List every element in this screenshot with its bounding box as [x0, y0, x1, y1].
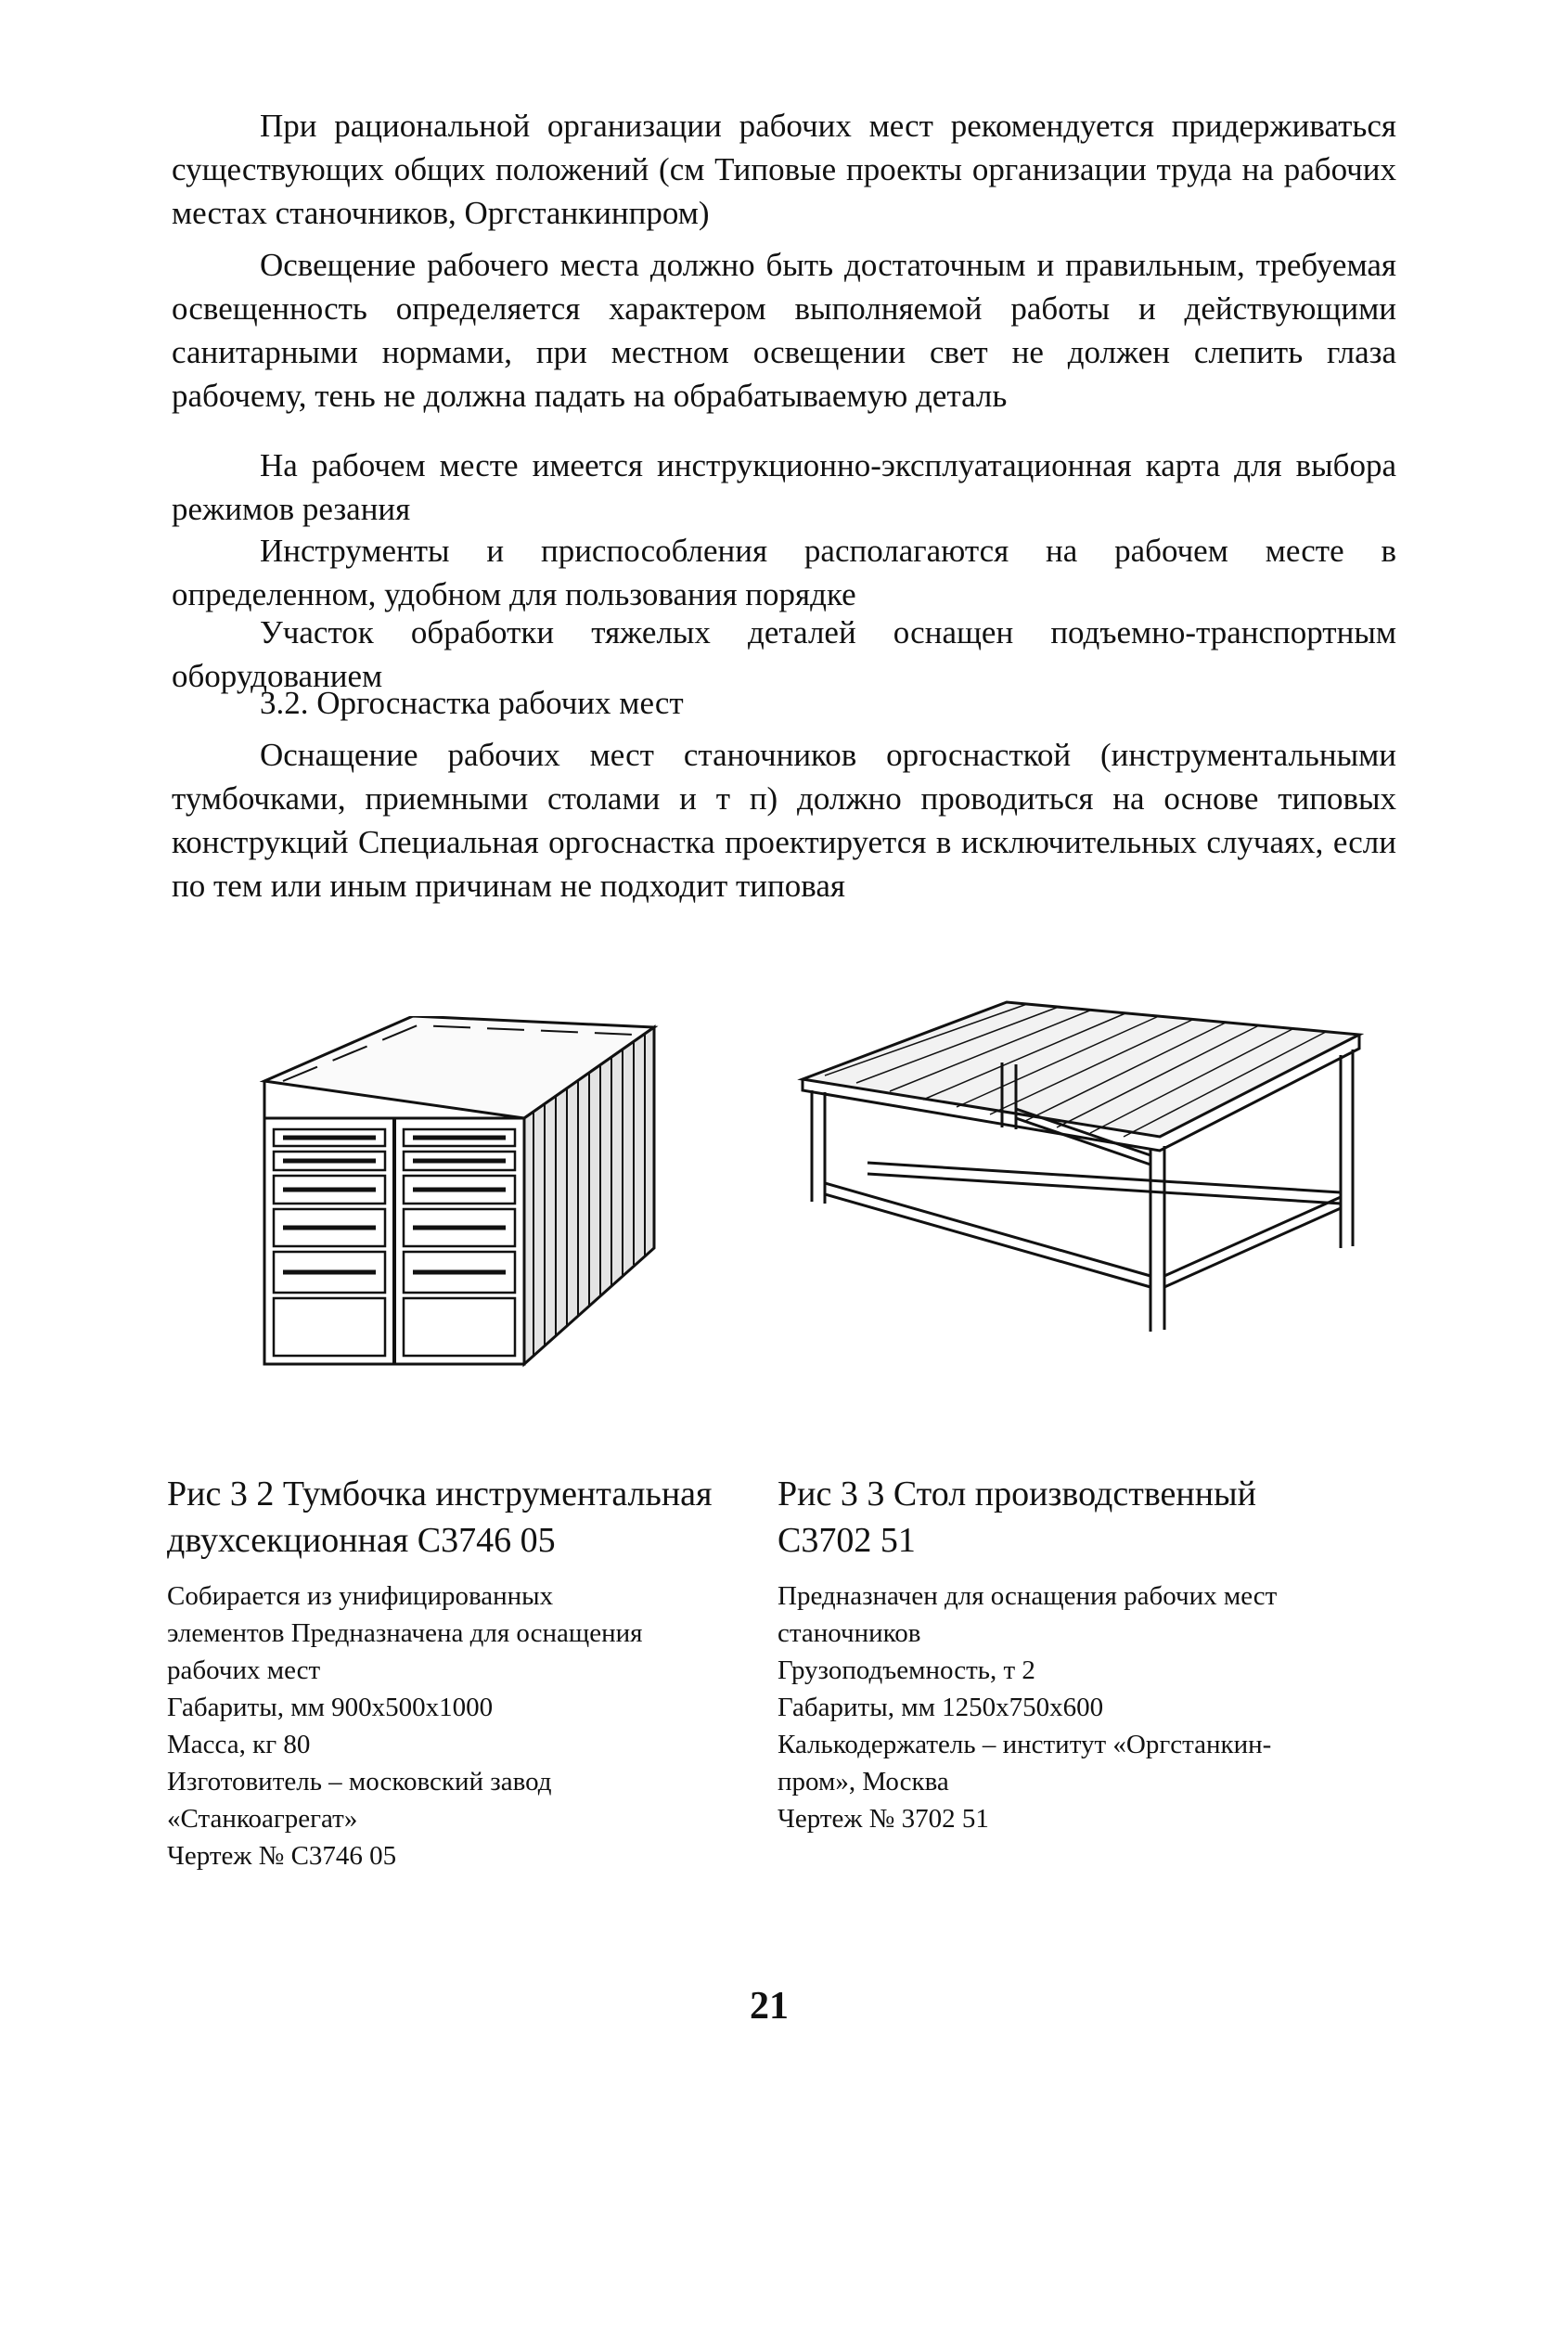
desc-line: Габариты, мм 900x500x1000	[167, 1693, 494, 1722]
figure-right-caption-line1: Рис 3 3 Стол производственный	[778, 1475, 1256, 1513]
desc-line: Чертеж № 3702 51	[778, 1804, 989, 1834]
desc-line: станочников	[778, 1618, 921, 1648]
section-heading: 3.2. Оргоснастка рабочих мест	[260, 685, 684, 721]
tool-cabinet-figure	[255, 1016, 663, 1378]
production-table-figure	[793, 998, 1378, 1341]
page-number: 21	[750, 1985, 789, 2028]
desc-line: Собирается из унифицированных	[167, 1581, 554, 1611]
desc-line: Изготовитель – московский завод	[167, 1767, 552, 1797]
paragraph-4: Инструменты и приспособления располагаются на рабочем месте в определенном, удобном для пользования порядке	[172, 533, 1396, 612]
desc-line: Калькодержатель – институт «Оргстанкин-	[778, 1730, 1272, 1759]
figure-right-caption-line2: С3702 51	[778, 1521, 916, 1560]
desc-line: Предназначен для оснащения рабочих мест	[778, 1581, 1278, 1611]
paragraph-2: Освещение рабочего места должно быть достаточным и правильным, требуемая освещенность определяется характером выполняемой работы и действующими санитарными нормами, при местном освещении свет не должен слепить глаза рабочему, тень не должна падать на обрабатываемую деталь	[172, 247, 1396, 414]
desc-line: рабочих мест	[167, 1655, 321, 1685]
desc-line: Масса, кг 80	[167, 1730, 311, 1759]
desc-line: пром», Москва	[778, 1767, 949, 1797]
figure-right-description	[778, 1578, 1277, 1837]
paragraph-3: На рабочем месте имеется инструкционно-эксплуатационная карта для выбора режимов резания	[172, 447, 1396, 527]
paragraph-5: Участок обработки тяжелых деталей оснащен подъемно-транспортным оборудованием	[172, 614, 1396, 694]
desc-line: элементов Предназначена для оснащения	[167, 1618, 643, 1648]
desc-line: Габариты, мм 1250x750x600	[778, 1693, 1104, 1722]
desc-line: Чертеж № С3746 05	[167, 1841, 397, 1871]
paragraph-1: При рациональной организации рабочих мест рекомендуется придерживаться существующих общих положений (см Типовые проекты организации труда на рабочих местах станочников, Оргстанкинпром)	[172, 108, 1396, 231]
figure-left-description	[167, 1578, 642, 1874]
figure-left-caption	[167, 1471, 713, 1564]
figure-left-caption-line2: двухсекционная С3746 05	[167, 1521, 556, 1560]
desc-line: «Станкоагрегат»	[167, 1804, 358, 1834]
desc-line: Грузоподъемность, т 2	[778, 1655, 1035, 1685]
figure-right-caption	[778, 1471, 1256, 1564]
figure-left-caption-line1: Рис 3 2 Тумбочка инструментальная	[167, 1475, 713, 1513]
section-paragraph: Оснащение рабочих мест станочников оргоснасткой (инструментальными тумбочками, приемными столами и т п) должно проводиться на основе типовых конструкций Специальная оргоснастка проектируется в исключительных случаях, если по тем или иным причинам не подходит типовая	[172, 737, 1396, 904]
